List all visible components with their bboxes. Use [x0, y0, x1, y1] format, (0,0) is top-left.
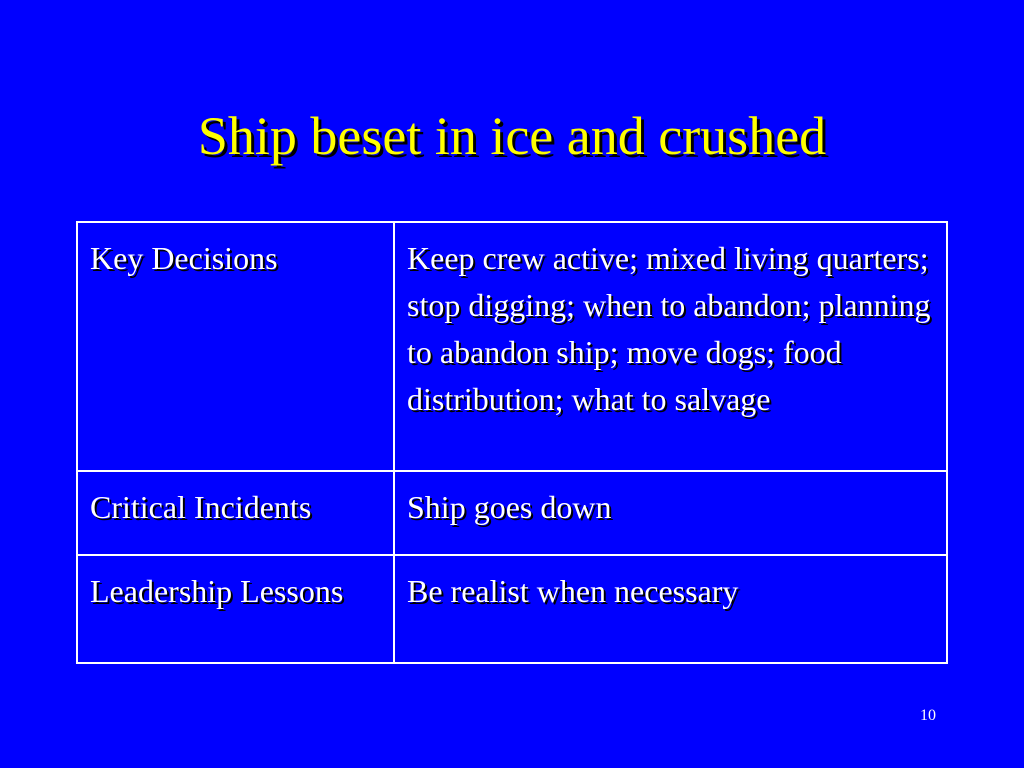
table-row	[77, 222, 947, 471]
table-cell-critical-incidents-label: Critical Incidents	[77, 471, 394, 555]
slide-number: 10	[920, 707, 936, 724]
table-cell-critical-incidents-value: Ship goes down	[394, 471, 947, 555]
table-cell-leadership-lessons-value: Be realist when necessary	[394, 555, 947, 663]
table-cell-key-decisions-value: Keep crew active; mixed living quarters; stop digging; when to abandon; planning to abandon ship; move dogs; food distribution; what to salvage	[394, 222, 947, 471]
table-cell-leadership-lessons-label: Leadership Lessons	[77, 555, 394, 663]
slide-title: Ship beset in ice and crushed	[197, 106, 827, 166]
table-row	[77, 471, 947, 555]
table-row	[77, 555, 947, 663]
content-table	[76, 221, 948, 664]
table-cell-key-decisions-label: Key Decisions	[77, 222, 394, 471]
